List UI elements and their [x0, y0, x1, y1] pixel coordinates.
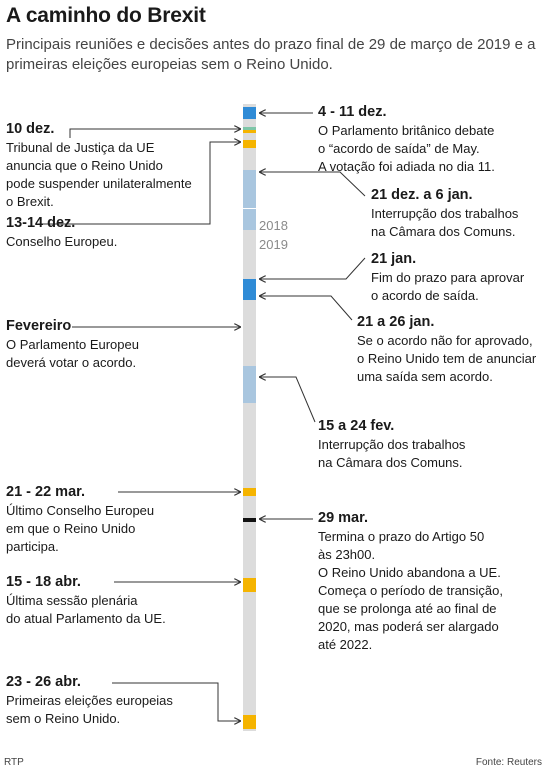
event-date: 21 a 26 jan.	[357, 314, 435, 330]
page-subtitle: Principais reuniões e decisões antes do prazo final de 29 de março de 2019 e a primeiras eleições europeias sem o Reino Unido.	[6, 36, 536, 73]
event-23-26-abr	[6, 673, 173, 728]
event-text: Primeiras eleições europeias sem o Reino Unido.	[6, 693, 173, 726]
event-date: 15 a 24 fev.	[318, 418, 395, 434]
event-21-26-jan	[357, 313, 536, 386]
event-text: Interrupção dos trabalhos na Câmara dos Comuns.	[318, 437, 466, 470]
event-21-jan	[371, 250, 524, 305]
event-29-mar	[318, 509, 503, 654]
event-13-14-dez	[6, 214, 117, 251]
connector-e8	[260, 377, 315, 422]
event-text: Conselho Europeu.	[6, 234, 118, 249]
event-4-11-dez	[318, 103, 495, 176]
event-text: Se o acordo não for aprovado, o Reino Unido tem de anunciar uma saída sem acordo.	[357, 333, 537, 384]
event-text: Termina o prazo do Artigo 50 às 23h00. O Reino Unido abandona a UE. Começa o período de transição, que se prolonga até ao final de 2020, mas poderá ser alargado até 2022.	[318, 529, 503, 652]
event-text: Último Conselho Europeu em que o Reino Unido participa.	[6, 503, 155, 554]
event-21-22-mar	[6, 483, 154, 556]
footer-source: Fonte: Reuters	[475, 757, 542, 768]
event-date: 15 - 18 abr.	[6, 574, 81, 590]
event-date: 29 mar.	[318, 510, 368, 526]
event-date: 23 - 26 abr.	[6, 674, 81, 690]
year-label-2018: 2018	[259, 218, 288, 233]
event-10-dez	[6, 120, 192, 211]
year-label-2019: 2019	[259, 237, 288, 252]
event-date: 21 jan.	[371, 251, 417, 267]
connector-e5	[260, 258, 365, 279]
page-title: A caminho do Brexit	[6, 4, 206, 27]
event-21-dez-6-jan	[371, 186, 518, 241]
event-date: 21 - 22 mar.	[6, 484, 85, 500]
event-text: O Parlamento britânico debate o “acordo de saída” de May. A votação foi adiada no dia 11.	[318, 123, 495, 174]
connector-e7	[260, 296, 352, 320]
event-date: Fevereiro	[6, 318, 72, 334]
event-date: 13-14 dez.	[6, 215, 76, 231]
event-text: Tribunal de Justiça da UE anuncia que o Reino Unido pode suspender unilateralmente o Brexit.	[6, 140, 192, 209]
event-date: 21 dez. a 6 jan.	[371, 187, 473, 203]
event-date: 10 dez.	[6, 121, 55, 137]
event-text: Última sessão plenária do atual Parlamento da UE.	[6, 593, 166, 626]
event-15-18-abr	[6, 573, 166, 628]
event-15-24-fev	[318, 417, 465, 472]
event-text: Interrupção dos trabalhos na Câmara dos Comuns.	[371, 206, 519, 239]
event-fevereiro	[6, 317, 139, 372]
event-text: O Parlamento Europeu deverá votar o acordo.	[6, 337, 139, 370]
event-date: 4 - 11 dez.	[318, 104, 387, 120]
footer-credit: RTP	[4, 757, 24, 768]
event-text: Fim do prazo para aprovar o acordo de saída.	[371, 270, 525, 303]
